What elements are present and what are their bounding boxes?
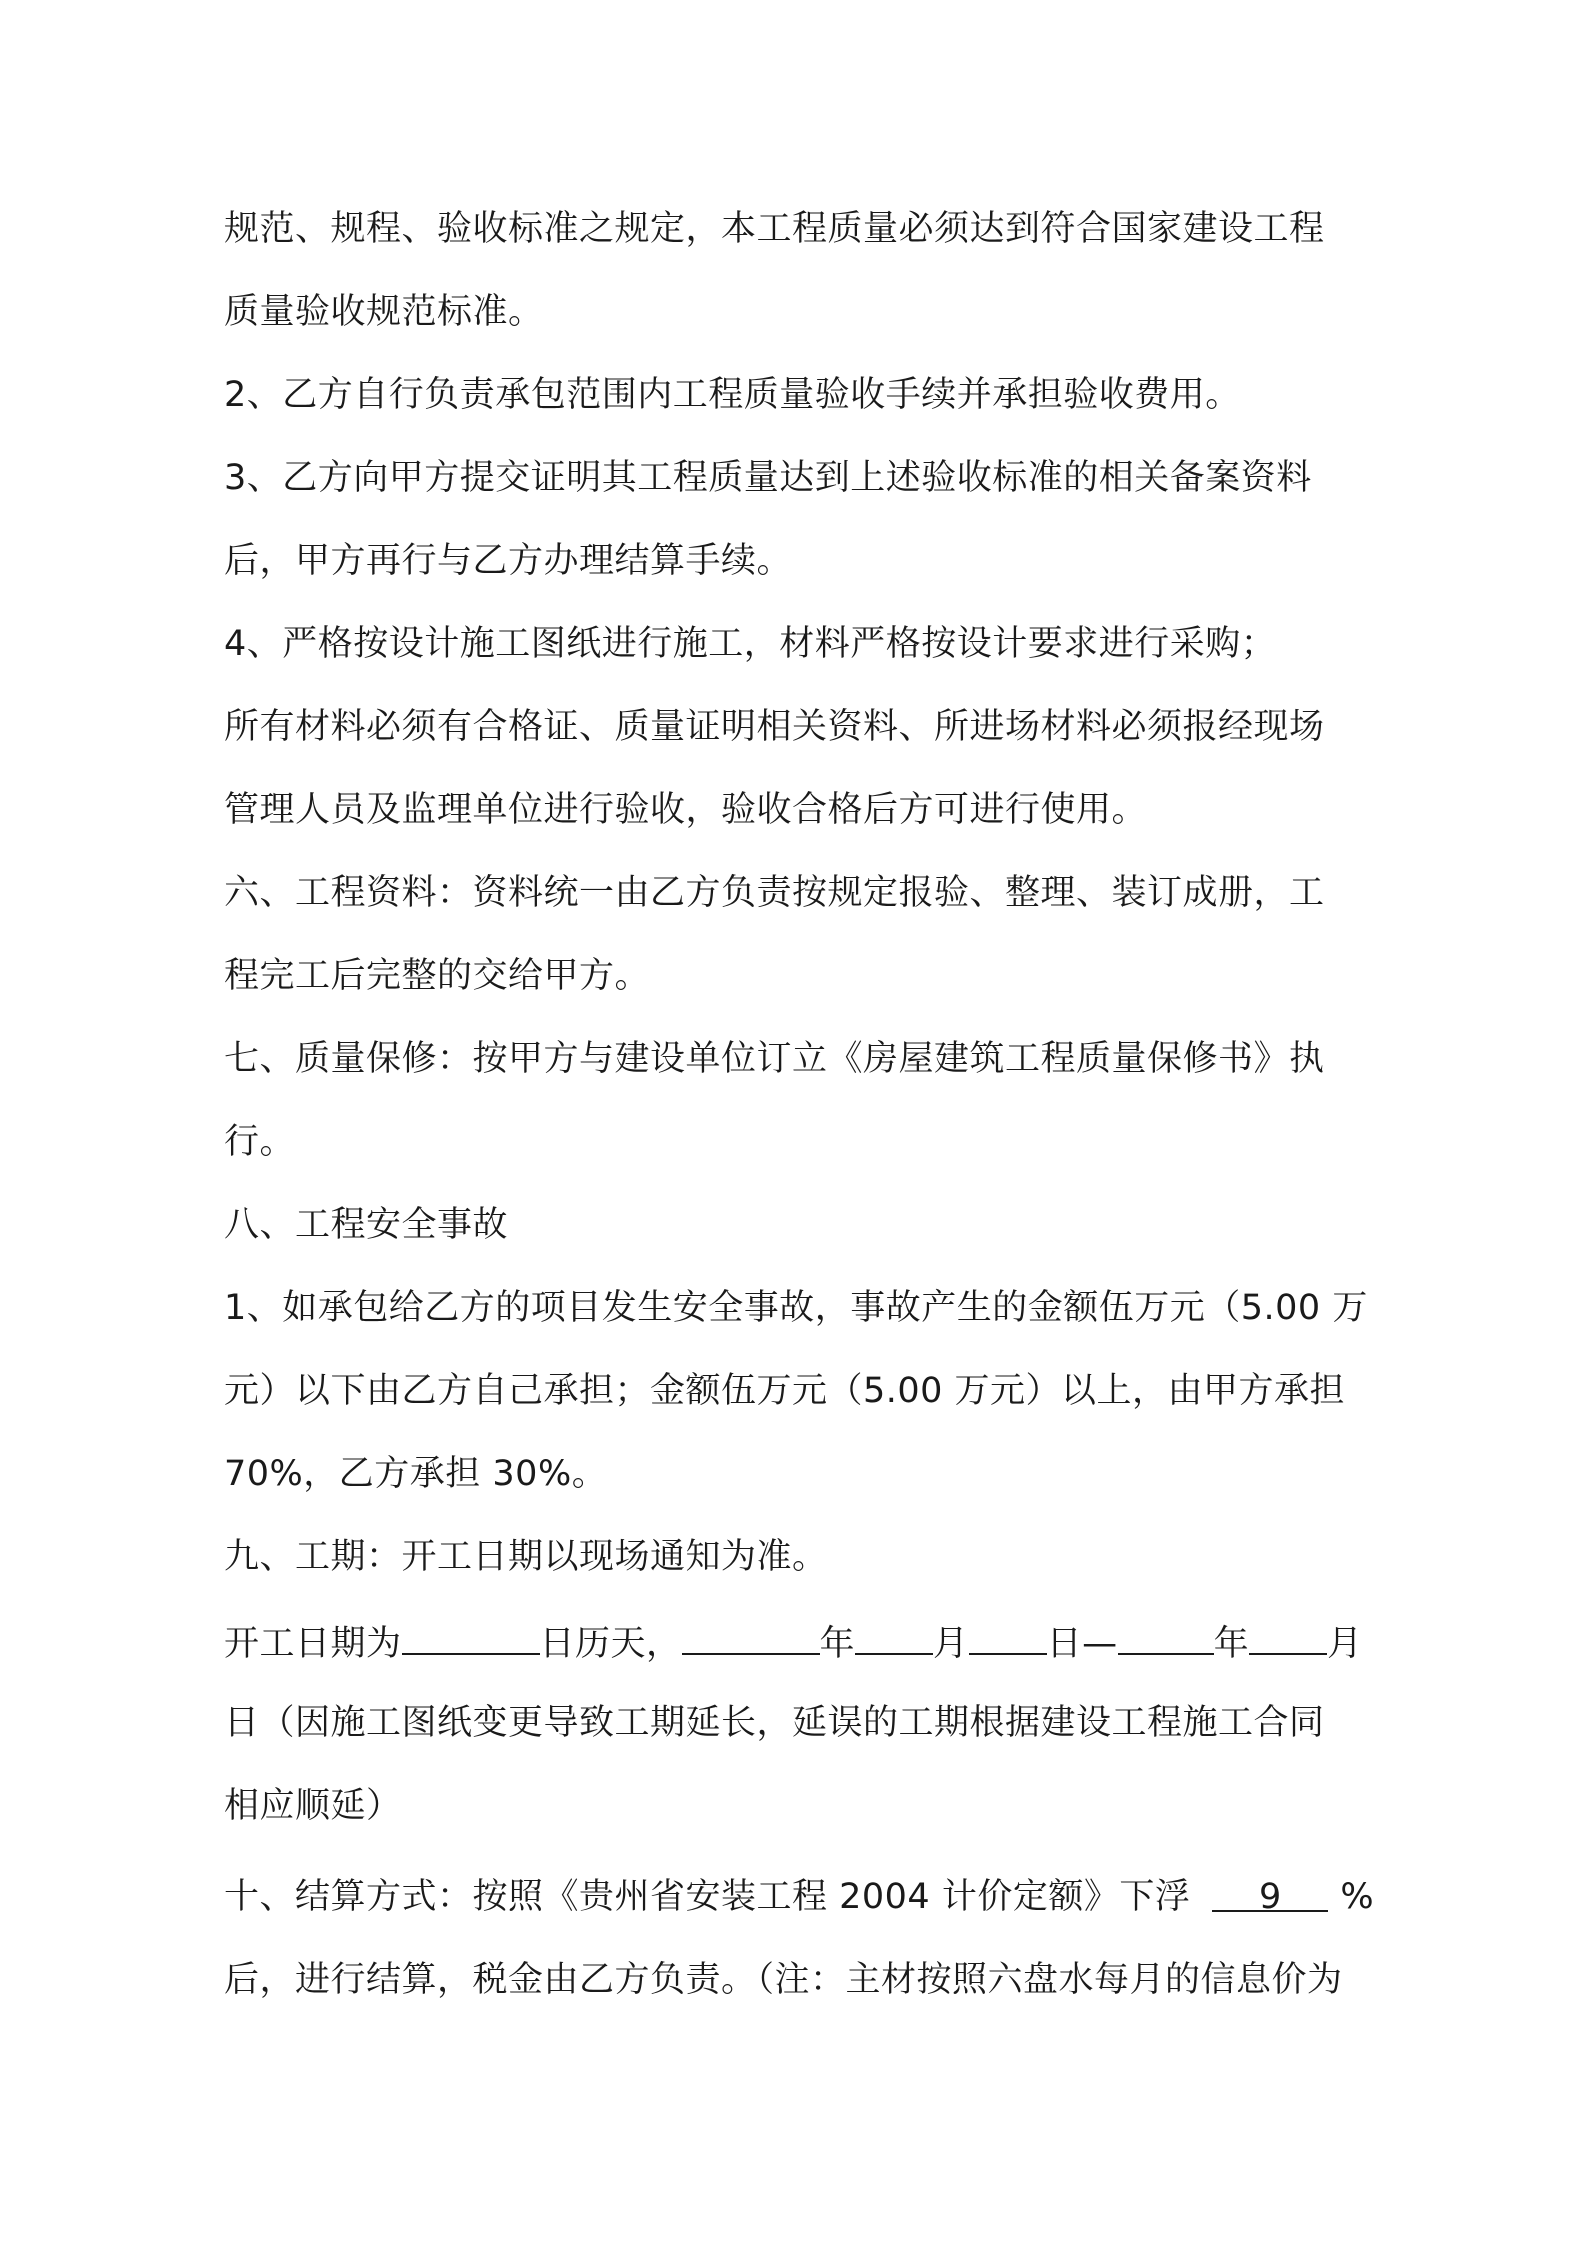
text-line: 4、严格按设计施工图纸进行施工，材料严格按设计要求进行采购； <box>224 624 1277 664</box>
text-line: 管理人员及监理单位进行验收，验收合格后方可进行使用。 <box>224 790 1148 830</box>
schedule-label: 日— <box>1046 1624 1118 1664</box>
text-line: 质量验收规范标准。 <box>224 292 544 332</box>
text-line: 70%，乙方承担 30%。 <box>224 1454 608 1494</box>
text-line: 日（因施工图纸变更导致工期延长，延误的工期根据建设工程施工合同 <box>224 1703 1325 1743</box>
schedule-label: 年 <box>819 1624 856 1664</box>
start-year-blank <box>682 1615 820 1655</box>
schedule-label: 年 <box>1213 1624 1250 1664</box>
text-line: 相应顺延） <box>224 1786 402 1826</box>
settlement-text: 十、结算方式：按照《贵州省安装工程 2004 计价定额》下浮 <box>224 1877 1191 1917</box>
schedule-label: 月 <box>1327 1624 1363 1664</box>
end-year-blank <box>1118 1615 1214 1655</box>
text-line: 元）以下由乙方自己承担；金额伍万元（5.00 万元）以上，由甲方承担 <box>224 1371 1346 1411</box>
text-line: 程完工后完整的交给甲方。 <box>224 956 651 996</box>
schedule-label: 开工日期为 <box>224 1624 402 1664</box>
section-heading: 八、工程安全事故 <box>224 1205 509 1245</box>
text-line: 所有材料必须有合格证、质量证明相关资料、所进场材料必须报经现场 <box>224 707 1325 747</box>
duration-blank <box>402 1615 540 1655</box>
text-line: 3、乙方向甲方提交证明其工程质量达到上述验收标准的相关备案资料 <box>224 458 1312 498</box>
text-line: 1、如承包给乙方的项目发生安全事故，事故产生的金额伍万元（5.00 万 <box>224 1288 1368 1328</box>
start-day-blank <box>969 1615 1047 1655</box>
text-line: 2、乙方自行负责承包范围内工程质量验收手续并承担验收费用。 <box>224 375 1241 415</box>
schedule-line <box>224 1615 1404 1669</box>
text-line: 九、工期：开工日期以现场通知为准。 <box>224 1537 828 1577</box>
schedule-label: 日历天， <box>539 1624 682 1664</box>
text-line: 规范、规程、验收标准之规定，本工程质量必须达到符合国家建设工程 <box>224 209 1325 249</box>
discount-value: 9 <box>1212 1872 1328 1912</box>
end-month-blank <box>1249 1615 1327 1655</box>
text-line: 后，进行结算，税金由乙方负责。（注：主材按照六盘水每月的信息价为 <box>224 1960 1343 2000</box>
text-line: 六、工程资料：资料统一由乙方负责按规定报验、整理、装订成册，工 <box>224 873 1325 913</box>
schedule-label: 月 <box>933 1624 969 1664</box>
text-line: 后，甲方再行与乙方办理结算手续。 <box>224 541 793 581</box>
start-month-blank <box>855 1615 933 1655</box>
text-line: 七、质量保修：按甲方与建设单位订立《房屋建筑工程质量保修书》执 <box>224 1039 1325 1079</box>
text-line: 行。 <box>224 1122 296 1162</box>
settlement-line <box>224 1872 1404 1922</box>
percent-sign: % <box>1340 1877 1375 1917</box>
